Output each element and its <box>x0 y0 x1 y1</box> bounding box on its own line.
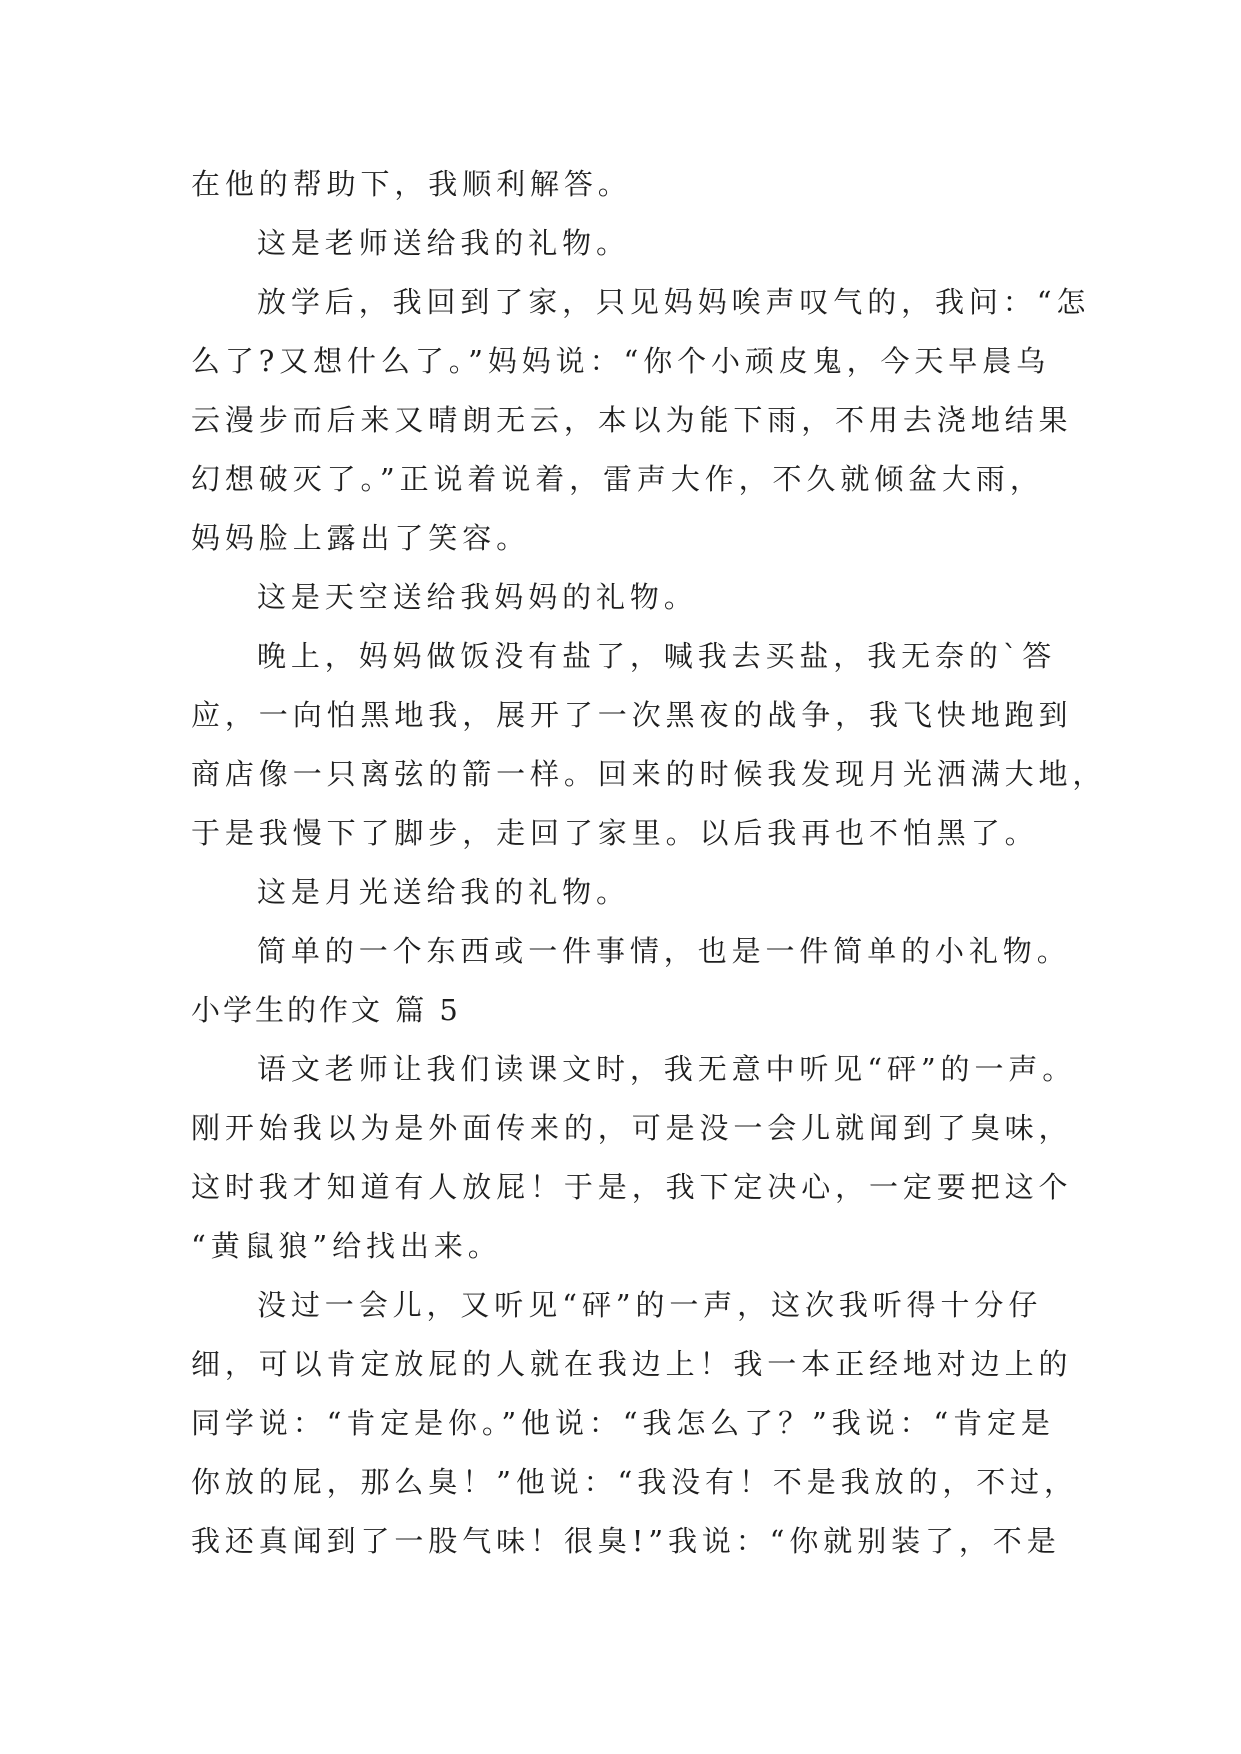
text-line: 商店像一只离弦的箭一样。回来的时候我发现月光洒满大地， <box>191 757 1107 791</box>
text-line: 在他的帮助下，我顺利解答。 <box>191 167 632 201</box>
text-line: 这时我才知道有人放屁！于是，我下定决心，一定要把这个 <box>191 1170 1073 1204</box>
text-line: 简单的一个东西或一件事情，也是一件简单的小礼物。 <box>257 934 1071 968</box>
text-line: 语文老师让我们读课文时，我无意中听见“砰”的一声。 <box>257 1052 1077 1086</box>
text-line: 晚上，妈妈做饭没有盐了，喊我去买盐，我无奈的`答 <box>257 639 1057 673</box>
section-heading: 小学生的作文 篇 5 <box>191 993 461 1027</box>
text-line: 幻想破灭了。”正说着说着，雷声大作，不久就倾盆大雨， <box>191 462 1044 496</box>
text-line: 同学说：“肯定是你。”他说：“我怎么了？”我说：“肯定是 <box>191 1406 1055 1440</box>
text-line: 妈妈脸上露出了笑容。 <box>191 521 531 555</box>
text-line: 刚开始我以为是外面传来的，可是没一会儿就闻到了臭味， <box>191 1111 1073 1145</box>
text-line: 你放的屁，那么臭！”他说：“我没有！不是我放的，不过， <box>191 1465 1078 1499</box>
text-line: 于是我慢下了脚步，走回了家里。以后我再也不怕黑了。 <box>191 816 1039 850</box>
document-body <box>191 155 1107 1571</box>
text-line: 我还真闻到了一股气味！很臭!”我说：“你就别装了，不是 <box>191 1524 1061 1558</box>
text-line: 应，一向怕黑地我，展开了一次黑夜的战争，我飞快地跑到 <box>191 698 1073 732</box>
text-line: 这是老师送给我的礼物。 <box>257 226 630 260</box>
text-line: 云漫步而后来又晴朗无云，本以为能下雨，不用去浇地结果 <box>191 403 1073 437</box>
text-line: 放学后，我回到了家，只见妈妈唉声叹气的，我问：“怎 <box>257 285 1091 319</box>
text-line: “黄鼠狼”给找出来。 <box>191 1229 502 1263</box>
text-line: 细，可以肯定放屁的人就在我边上！我一本正经地对边上的 <box>191 1347 1073 1381</box>
text-line: 没过一会儿，又听见“砰”的一声，这次我听得十分仔 <box>257 1288 1043 1322</box>
text-line: 么了?又想什么了。”妈妈说：“你个小顽皮鬼，今天早晨乌 <box>191 344 1051 378</box>
text-line: 这是月光送给我的礼物。 <box>257 875 630 909</box>
text-line: 这是天空送给我妈妈的礼物。 <box>257 580 698 614</box>
